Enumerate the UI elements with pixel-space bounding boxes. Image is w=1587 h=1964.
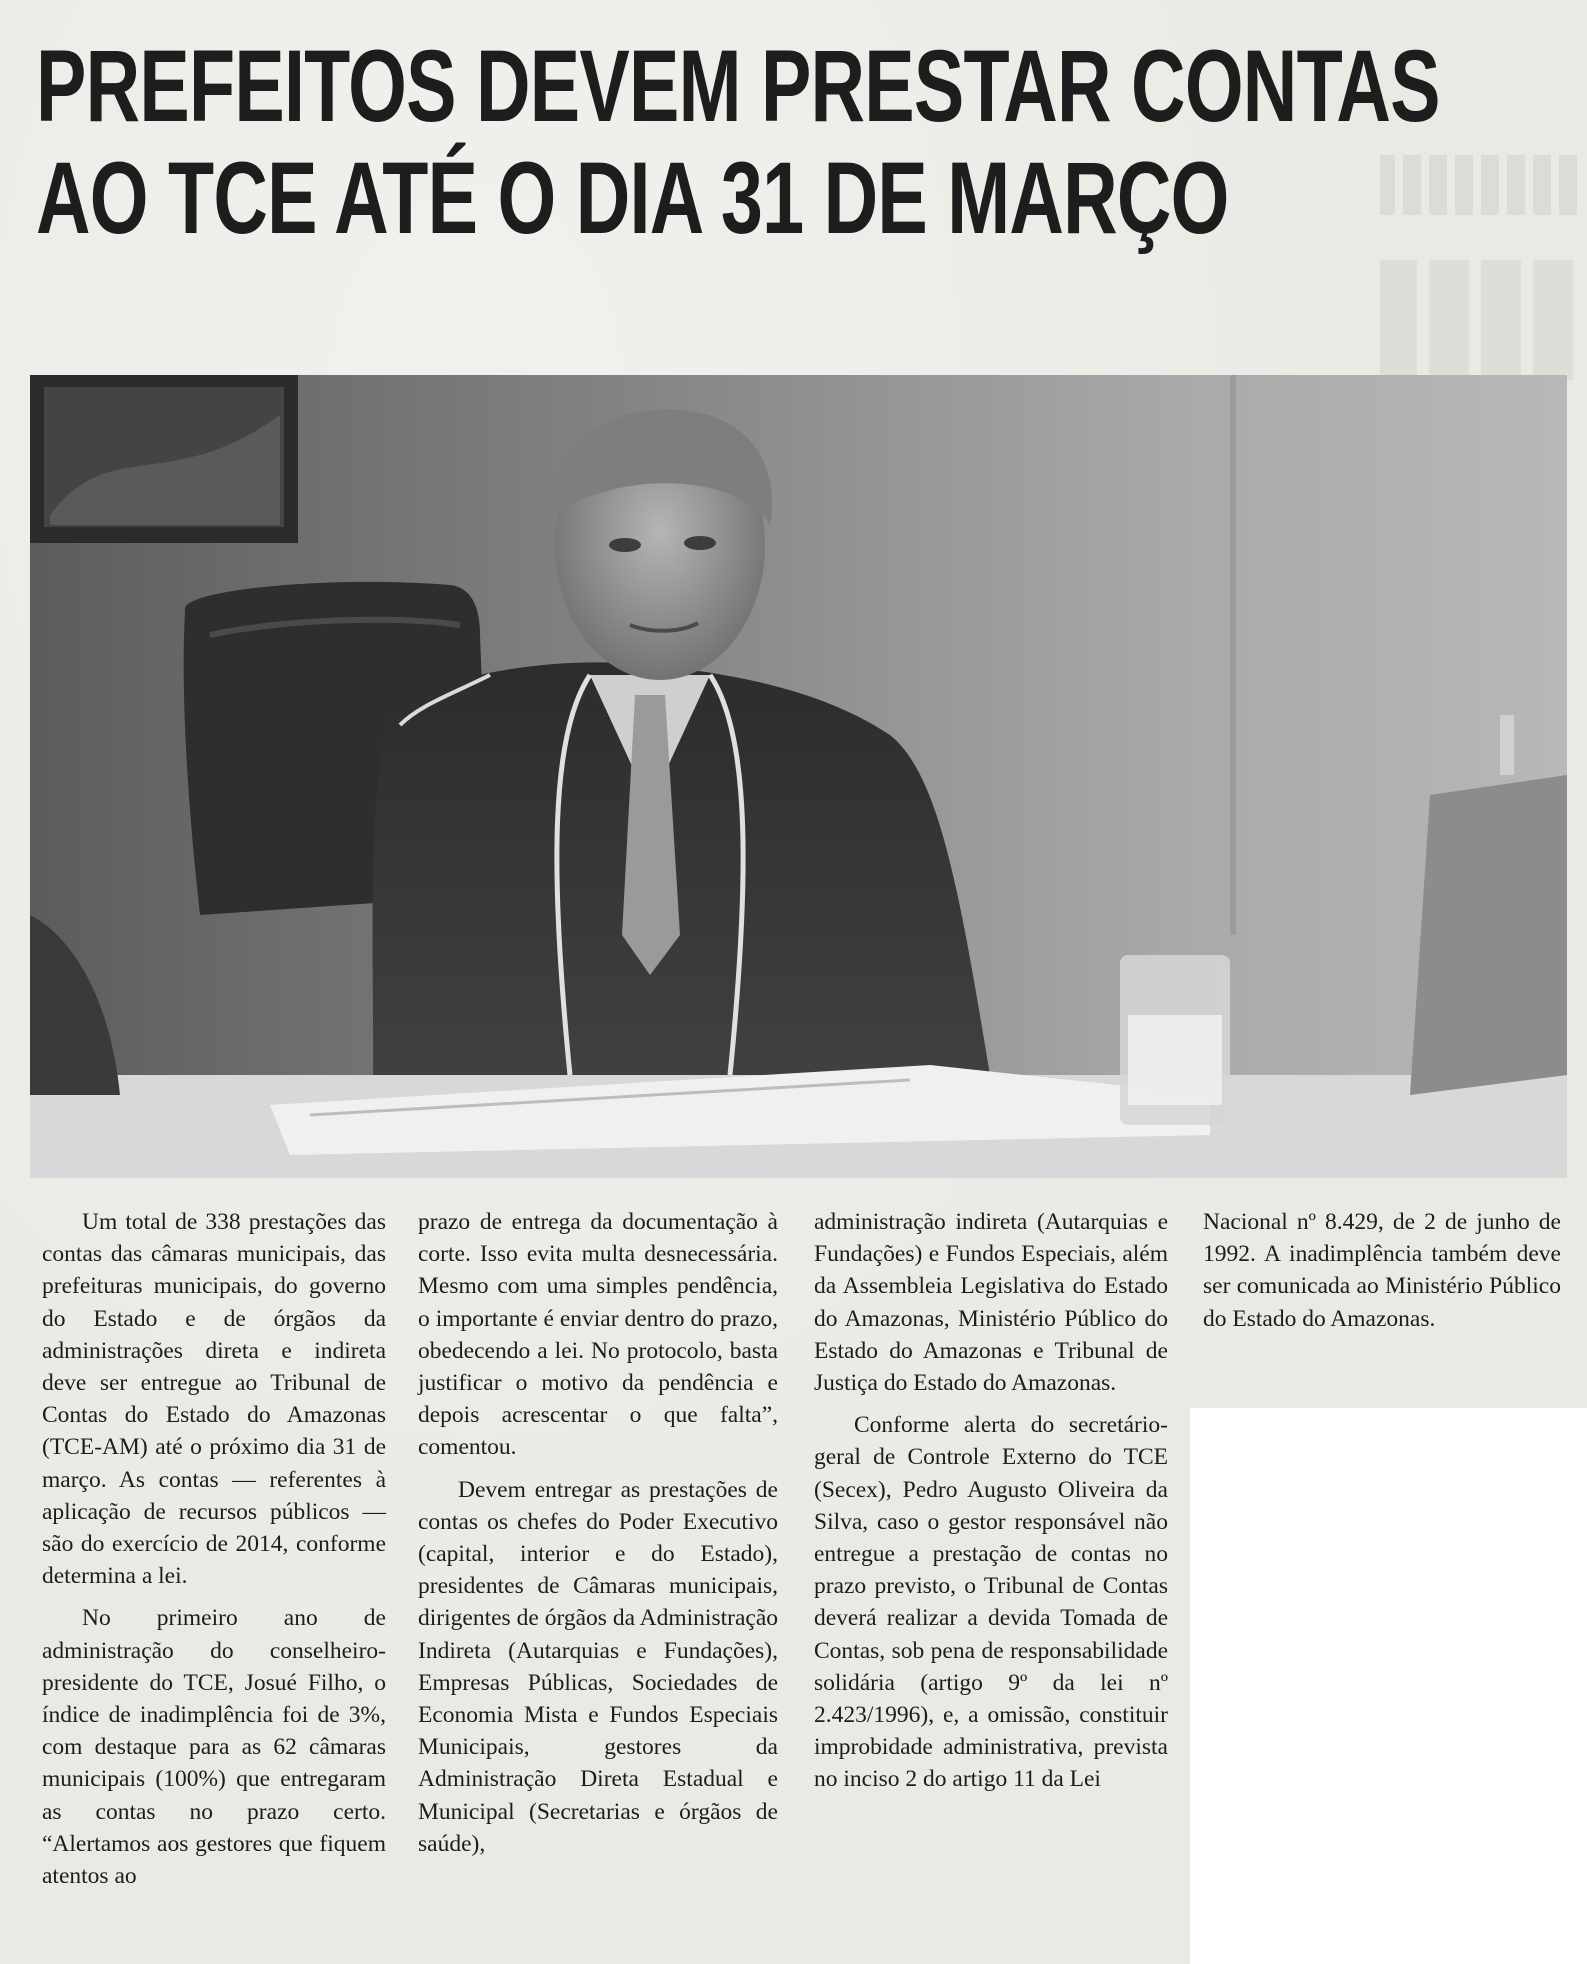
paragraph: Um total de 338 prestações das contas das câmaras municipais, das prefeituras municipais, do governo do Estado e de órgãos da administrações direta e indireta deve ser entregue ao Tribunal de Contas do Estado do Amazonas (TCE-AM) até o próximo dia 31 de março. As contas — referentes à aplicação de recursos públicos — são do exercício de 2014, conforme determina a lei. xyxy=(42,1209,386,1590)
headline-line-2: AO TCE ATÉ O DIA 31 DE MARÇO xyxy=(36,141,1229,255)
headline xyxy=(36,29,1440,255)
article-column-1 xyxy=(42,1206,386,1902)
article-column-2 xyxy=(418,1206,778,1870)
portrait-photo-icon xyxy=(30,375,1567,1178)
paragraph: prazo de entrega da documentação à corte. Isso evita multa desnecessária. Mesmo com uma simples pendência, o importante é enviar dentro do prazo, obedecendo a lei. No protocolo, basta justificar o motivo da pendência e depois acrescentar o que falta”, comentou. xyxy=(418,1209,778,1461)
bleed-strip xyxy=(1380,260,1577,380)
paragraph: Devem entregar as prestações de contas os chefes do Poder Executivo (capital, interior e do Estado), presidentes de Câmaras municipais, dirigentes de órgãos da Administração Indireta (Autarquias e Fundações), Empresas Públicas, Sociedades de Economia Mista e Fundos Especiais Municipais, gestores da Administração Direta Estadual e Municipal (Secretarias e órgãos de saúde), xyxy=(418,1476,778,1857)
paragraph: Nacional nº 8.429, de 2 de junho de 1992. A inadimplência também deve ser comunicada ao Ministério Público do Estado do Amazonas. xyxy=(1203,1209,1561,1332)
article-column-4 xyxy=(1203,1206,1561,1345)
paragraph: administração indireta (Autarquias e Fundações) e Fundos Especiais, além da Assembleia Legislativa do Estado do Amazonas, Ministério Público do Estado do Amazonas e Tribunal de Justiça do Estado do Amazonas. xyxy=(814,1209,1168,1397)
paragraph: No primeiro ano de administração do conselheiro-presidente do TCE, Josué Filho, o índice de inadimplência foi de 3%, com destaque para as 62 câmaras municipais (100%) que entregaram as contas no prazo certo. “Alertamos aos gestores que fiquem atentos ao xyxy=(42,1605,386,1890)
bleed-strip xyxy=(1380,155,1577,215)
blank-area xyxy=(1190,1408,1587,1964)
headline-line-1: PREFEITOS DEVEM PRESTAR CONTAS xyxy=(36,29,1440,143)
paragraph: Conforme alerta do secretário-geral de Controle Externo do TCE (Secex), Pedro Augusto Oliveira da Silva, caso o gestor responsável não entregue a prestação de contas no prazo previsto, o Tribunal de Contas deverá realizar a devida Tomada de Contas, sob pena de responsabilidade solidária (artigo 9º da lei nº 2.423/1996), e, a omissão, constituir improbidade administrativa, prevista no inciso 2 do artigo 11 da Lei xyxy=(814,1412,1168,1793)
article-photo xyxy=(30,375,1567,1178)
article-column-3 xyxy=(814,1206,1168,1806)
